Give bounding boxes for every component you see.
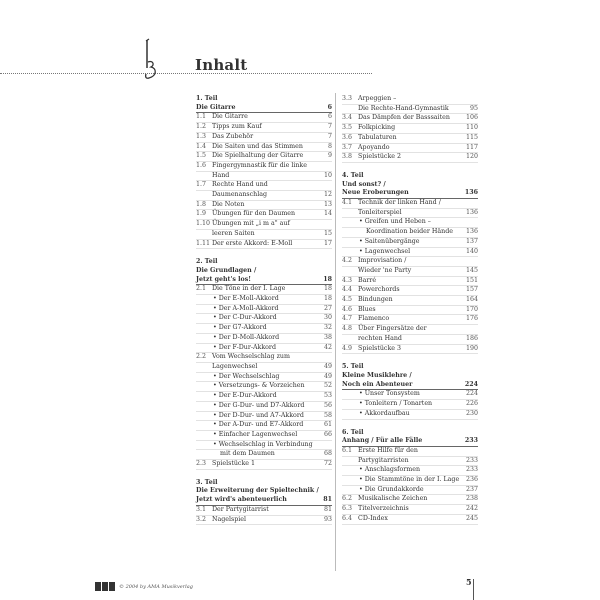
toc-entry[interactable] (342, 476, 478, 486)
toc-entry[interactable] (342, 153, 478, 163)
toc-entry[interactable] (342, 466, 478, 476)
section-number: 2.3 (196, 460, 207, 468)
toc-entry[interactable] (342, 218, 478, 228)
entry-title: Die Noten (212, 200, 245, 208)
section-number: 6.3 (342, 505, 353, 513)
section-number: 4.6 (342, 305, 353, 313)
entry-title: Flamenco (358, 315, 390, 323)
toc-entry[interactable] (342, 486, 478, 496)
page-ref: 38 (323, 333, 332, 341)
section-number: 1.11 (196, 239, 211, 247)
toc-entry[interactable] (342, 105, 478, 115)
page-ref (464, 199, 478, 208)
page-ref: 236 (465, 476, 478, 484)
toc-entry[interactable] (196, 353, 332, 363)
page-ref (318, 441, 332, 450)
entry-title: Die Rechte-Hand-Gymnastik (358, 104, 449, 112)
toc-entry[interactable] (196, 240, 332, 250)
entry-title: Lagenwechsel (212, 362, 258, 370)
page-ref (464, 257, 478, 266)
section-number: 1.4 (196, 142, 207, 150)
entry-title: leeren Saiten (212, 229, 255, 237)
entry-title: • Unser Tonsystem (342, 390, 464, 399)
page-ref: 58 (323, 411, 332, 419)
entry-title: Die Spielhaltung der Gitarre (212, 152, 304, 160)
toc-entry[interactable] (196, 123, 332, 133)
section-number: 4.4 (342, 286, 353, 294)
guitar-icon (137, 38, 167, 80)
toc-entry[interactable] (342, 296, 478, 306)
page-ref: 12 (323, 191, 332, 199)
section-number: 3.3 (342, 95, 353, 102)
entry-title: • Einfacher Lagenwechsel (196, 431, 318, 440)
copyright: © 2004 by AMA Musikverlag (119, 583, 193, 590)
page-ref: 117 (465, 143, 478, 151)
page-ref: 66 (323, 430, 332, 438)
page-ref: 190 (465, 344, 478, 352)
entry-title: CD-Index (358, 514, 388, 522)
toc-entry[interactable] (342, 400, 478, 410)
section-number: 3.2 (196, 515, 207, 523)
toc-entry[interactable] (342, 286, 478, 296)
part-title[interactable]: Jetzt geht's los! 18 (196, 276, 332, 286)
part-label: 5. Teil (342, 363, 364, 371)
toc-entry[interactable] (342, 114, 478, 124)
entry-title: • Die Stammtöne in der I. Lage (342, 476, 464, 485)
entry-title: • Der C-Dur-Akkord (196, 314, 318, 323)
footer (95, 582, 193, 591)
section-number: 4.8 (342, 325, 353, 333)
page-ref: 176 (465, 315, 478, 323)
part-label: 4. Teil (342, 171, 364, 179)
page-ref: 137 (465, 237, 478, 245)
toc-entry[interactable] (342, 277, 478, 287)
page-ref: 42 (323, 343, 332, 351)
toc-entry[interactable] (196, 172, 332, 182)
page-ref: 106 (465, 114, 478, 122)
part-title[interactable]: Neue Eroberungen 136 (342, 189, 478, 199)
part-title[interactable]: Die Gitarre 6 (196, 104, 332, 114)
entry-title: Arpeggien – (358, 95, 397, 102)
entry-title: Über Fingersätze der (358, 325, 427, 333)
toc-entry[interactable] (342, 325, 478, 335)
page-ref: 68 (323, 450, 332, 458)
page-ref: 110 (465, 124, 478, 132)
page-ref (318, 220, 332, 229)
page-number-rule (473, 579, 474, 600)
section-number: 4.9 (342, 344, 353, 352)
entry-title: • Tonleitern / Tonarten (342, 400, 464, 409)
section-number: 1.3 (196, 132, 207, 140)
part-title[interactable]: Anhang / Für alle Fälle 233 (342, 437, 478, 447)
toc-entry[interactable] (196, 373, 332, 383)
toc-entry[interactable] (196, 201, 332, 211)
section-number: 2.2 (196, 353, 207, 361)
page-ref: 6 (327, 113, 332, 121)
toc-entry[interactable] (196, 412, 332, 422)
entry-title: • Der E-Dur-Akkord (196, 392, 318, 401)
page-ref: 61 (323, 421, 332, 429)
part-title[interactable]: Noch ein Abenteuer 224 (342, 381, 478, 391)
page-ref: 72 (323, 460, 332, 468)
section-number: 3.4 (342, 114, 353, 122)
toc-entry[interactable] (196, 230, 332, 240)
entry-title: Koordination beider Hände (366, 228, 453, 236)
entry-title: Powerchords (358, 286, 400, 294)
entry-title: Das Zubehör (212, 132, 254, 140)
entry-title: • Akkordaufbau (342, 410, 464, 419)
page-ref: 224 (465, 390, 478, 398)
toc-entry[interactable] (342, 390, 478, 400)
entry-title: • Der E-Moll-Akkord (196, 295, 318, 304)
section-number: 1.1 (196, 113, 207, 121)
section-number: 3.8 (342, 153, 353, 161)
toc-entry[interactable] (342, 515, 478, 525)
toc-entry[interactable] (196, 220, 332, 230)
entry-title: • Lagenwechsel (342, 248, 464, 257)
section-number: 3.6 (342, 133, 353, 141)
section-number: 6.1 (342, 446, 353, 454)
toc-entry[interactable] (342, 267, 478, 277)
entry-title: Fingergymnastik für die linke (212, 161, 307, 169)
page-ref: 140 (465, 247, 478, 255)
part-title[interactable]: Kleine Musiklehre / (342, 371, 412, 379)
entry-title: Technik der linken Hand / (358, 199, 441, 207)
entry-title: Rechte Hand und (212, 181, 268, 189)
entry-title: Blues (358, 305, 376, 313)
page-ref: 233 (465, 466, 478, 474)
toc-entry[interactable] (196, 334, 332, 344)
section-number: 4.5 (342, 296, 353, 304)
toc-entry[interactable] (196, 392, 332, 402)
section-number: 4.2 (342, 257, 353, 265)
entry-title: • Der A-Dur- und E7-Akkord (196, 421, 318, 430)
part-label: 2. Teil (196, 258, 218, 266)
section-number: 3.1 (196, 505, 207, 513)
toc-entry[interactable] (342, 447, 478, 457)
toc-entry[interactable] (342, 134, 478, 144)
page-ref: 145 (465, 266, 478, 274)
toc-entry[interactable] (196, 285, 332, 295)
toc-entry[interactable] (196, 506, 332, 516)
entry-title: Tabulaturen (358, 133, 397, 141)
section-number: 6.4 (342, 514, 353, 522)
toc-entry[interactable] (342, 345, 478, 355)
entry-title: • Greifen und Heben – (342, 218, 464, 227)
toc-entry[interactable] (342, 495, 478, 505)
section-number: 3.5 (342, 124, 353, 132)
toc-entry[interactable] (196, 324, 332, 334)
column-divider (335, 93, 336, 571)
page-ref: 7 (327, 123, 332, 131)
part-title[interactable]: Die Grundlagen / (196, 266, 257, 274)
section-number: 6.2 (342, 495, 353, 503)
page-ref: 120 (465, 153, 478, 161)
toc-entry[interactable] (196, 344, 332, 354)
entry-title: • Der A-Moll-Akkord (196, 305, 318, 314)
page-ref: 230 (465, 409, 478, 417)
entry-title: Erste Hilfe für den (358, 446, 418, 454)
page-ref: 245 (465, 514, 478, 522)
page-ref: 18 (323, 285, 332, 293)
entry-title: • Der G-Dur- und D7-Akkord (196, 402, 318, 411)
toc-entry[interactable] (196, 210, 332, 220)
toc-left-column (196, 95, 332, 525)
entry-title: Übungen für den Daumen (212, 210, 296, 218)
section-number: 1.6 (196, 161, 207, 169)
page-ref: 237 (465, 485, 478, 493)
toc-entry[interactable] (342, 144, 478, 154)
toc-entry[interactable] (196, 402, 332, 412)
section-number: 1.8 (196, 200, 207, 208)
page-ref: 242 (465, 505, 478, 513)
entry-title: Der Partygitarrist (212, 505, 269, 513)
page-ref: 14 (323, 210, 332, 218)
page-ref: 9 (327, 152, 332, 160)
page-ref: 226 (465, 400, 478, 408)
page-ref (318, 162, 332, 171)
entry-title: mit dem Daumen (220, 450, 275, 458)
publisher-logo-icon (95, 582, 115, 591)
toc-entry[interactable] (196, 382, 332, 392)
section-number: 4.3 (342, 276, 353, 284)
entry-title: • Saitenübergänge (342, 238, 464, 247)
toc-entry[interactable] (196, 314, 332, 324)
page-ref: 136 (465, 208, 478, 216)
entry-title: Folkpicking (358, 124, 396, 132)
page-ref: 157 (465, 286, 478, 294)
toc-entry[interactable] (196, 441, 332, 451)
section-number: 4.1 (342, 199, 353, 207)
toc-entry[interactable] (196, 516, 332, 526)
entry-title: Barré (358, 276, 377, 284)
page-ref: 93 (323, 515, 332, 523)
entry-title: • Der F-Dur-Akkord (196, 344, 318, 353)
page-ref: 186 (465, 334, 478, 342)
page-ref (464, 95, 478, 104)
toc-entry[interactable] (342, 209, 478, 219)
part-title[interactable]: Die Erweiterung der Spieltechnik / (196, 487, 319, 495)
page-ref: 17 (323, 239, 332, 247)
entry-title: • Anschlagsformen (342, 466, 464, 475)
entry-title: Musikalische Zeichen (358, 495, 428, 503)
page-ref: 238 (465, 495, 478, 503)
entry-title: Spielstücke 3 (358, 344, 401, 352)
page-ref: 15 (323, 229, 332, 237)
entry-title: Nagelspiel (212, 515, 247, 523)
page-ref: 164 (465, 296, 478, 304)
entry-title: Die Gitarre (212, 113, 248, 121)
page-ref: 170 (465, 305, 478, 313)
toc-entry[interactable] (342, 199, 478, 209)
toc-entry[interactable] (196, 191, 332, 201)
page-ref (464, 218, 478, 227)
toc-entry[interactable] (342, 315, 478, 325)
section-number: 1.7 (196, 181, 207, 189)
toc-entry[interactable] (196, 143, 332, 153)
page-ref: 115 (465, 133, 478, 141)
part-label: 1. Teil (196, 95, 218, 102)
toc-entry[interactable] (342, 306, 478, 316)
section-number: 1.9 (196, 210, 207, 218)
header-dotted-rule (0, 73, 372, 74)
toc-entry[interactable] (342, 124, 478, 134)
entry-title: • Der D-Moll-Akkord (196, 334, 318, 343)
page-ref: 30 (323, 314, 332, 322)
entry-title: Vom Wechselschlag zum (212, 353, 290, 361)
part-title[interactable]: Jetzt wird's abenteuerlich 81 (196, 496, 332, 506)
page-ref: 27 (323, 304, 332, 312)
page-ref (318, 353, 332, 362)
part-label: 6. Teil (342, 428, 364, 436)
toc-entry[interactable] (196, 450, 332, 460)
toc-entry[interactable] (196, 421, 332, 431)
toc-entry[interactable] (342, 257, 478, 267)
toc-entry[interactable] (196, 460, 332, 470)
part-title[interactable]: Und sonst? / (342, 180, 386, 188)
entry-title: • Der G7-Akkord (196, 324, 318, 333)
entry-title: Partygitarristen (358, 456, 409, 464)
entry-title: • Versetzungs- & Vorzeichen (196, 382, 318, 391)
page-ref (318, 181, 332, 190)
toc-entry[interactable] (196, 431, 332, 441)
toc-entry[interactable] (342, 228, 478, 238)
entry-title: Tipps zum Kauf (212, 123, 262, 131)
page-ref: 81 (323, 505, 332, 513)
page-ref: 7 (327, 132, 332, 140)
entry-title: Hand (212, 171, 230, 179)
page-ref (464, 447, 478, 456)
toc-entry[interactable] (196, 152, 332, 162)
entry-title: Daumenanschlag (212, 191, 268, 199)
section-number: 4.7 (342, 315, 353, 323)
entry-title: Spielstücke 2 (358, 153, 401, 161)
toc-entry[interactable] (342, 335, 478, 345)
toc-entry[interactable] (196, 363, 332, 373)
toc-entry[interactable] (342, 457, 478, 467)
entry-title: • Der Wechselschlag (196, 373, 318, 382)
section-number: 3.7 (342, 143, 353, 151)
entry-title: Der erste Akkord: E-Moll (212, 239, 293, 247)
entry-title: • Wechselschlag in Verbindung (196, 441, 318, 450)
entry-title: • Die Grundakkorde (342, 486, 464, 495)
section-number: 2.1 (196, 285, 207, 293)
page-number: 5 (466, 577, 472, 587)
page-ref: 52 (323, 382, 332, 390)
toc-entry[interactable] (342, 505, 478, 515)
entry-title: rechten Hand (358, 334, 402, 342)
toc-entry[interactable] (196, 305, 332, 315)
page-ref: 13 (323, 200, 332, 208)
toc-entry[interactable] (196, 295, 332, 305)
toc-entry[interactable] (196, 162, 332, 172)
toc-entry[interactable] (342, 238, 478, 248)
section-number: 1.5 (196, 152, 207, 160)
page-ref: 53 (323, 392, 332, 400)
page-ref: 49 (323, 372, 332, 380)
entry-title: Tonleiterspiel (358, 208, 402, 216)
page-ref: 8 (327, 142, 332, 150)
page-ref (464, 325, 478, 334)
section-number: 1.2 (196, 123, 207, 131)
entry-title: Wieder 'ne Party (358, 266, 412, 274)
page-ref: 233 (465, 456, 478, 464)
page-ref: 10 (323, 171, 332, 179)
toc-entry[interactable] (342, 95, 478, 105)
page-title: Inhalt (195, 56, 248, 74)
entry-title: • Der D-Dur- und A7-Akkord (196, 412, 318, 421)
page-ref: 49 (323, 362, 332, 370)
part-label: 3. Teil (196, 478, 218, 486)
entry-title: Improvisation / (358, 257, 407, 265)
page-ref: 136 (465, 228, 478, 236)
section-number: 1.10 (196, 220, 211, 228)
toc-entry[interactable] (342, 410, 478, 420)
entry-title: Titelverzeichnis (358, 505, 409, 513)
entry-title: Das Dämpfen der Basssaiten (358, 114, 450, 122)
toc-entry[interactable] (196, 181, 332, 191)
page-ref: 32 (323, 324, 332, 332)
toc-right-column (342, 95, 478, 525)
entry-title: Übungen mit „i m a" auf (212, 220, 290, 228)
toc-entry[interactable] (196, 113, 332, 123)
entry-title: Bindungen (358, 296, 393, 304)
toc-entry[interactable] (342, 248, 478, 258)
page-ref: 18 (323, 295, 332, 303)
page-ref: 151 (465, 276, 478, 284)
entry-title: Die Töne in der I. Lage (212, 285, 286, 293)
entry-title: Die Saiten und das Stimmen (212, 142, 303, 150)
page-ref: 56 (323, 401, 332, 409)
page-ref: 95 (469, 104, 478, 112)
entry-title: Spielstücke 1 (212, 460, 255, 468)
entry-title: Apoyando (358, 143, 390, 151)
toc-entry[interactable] (196, 133, 332, 143)
